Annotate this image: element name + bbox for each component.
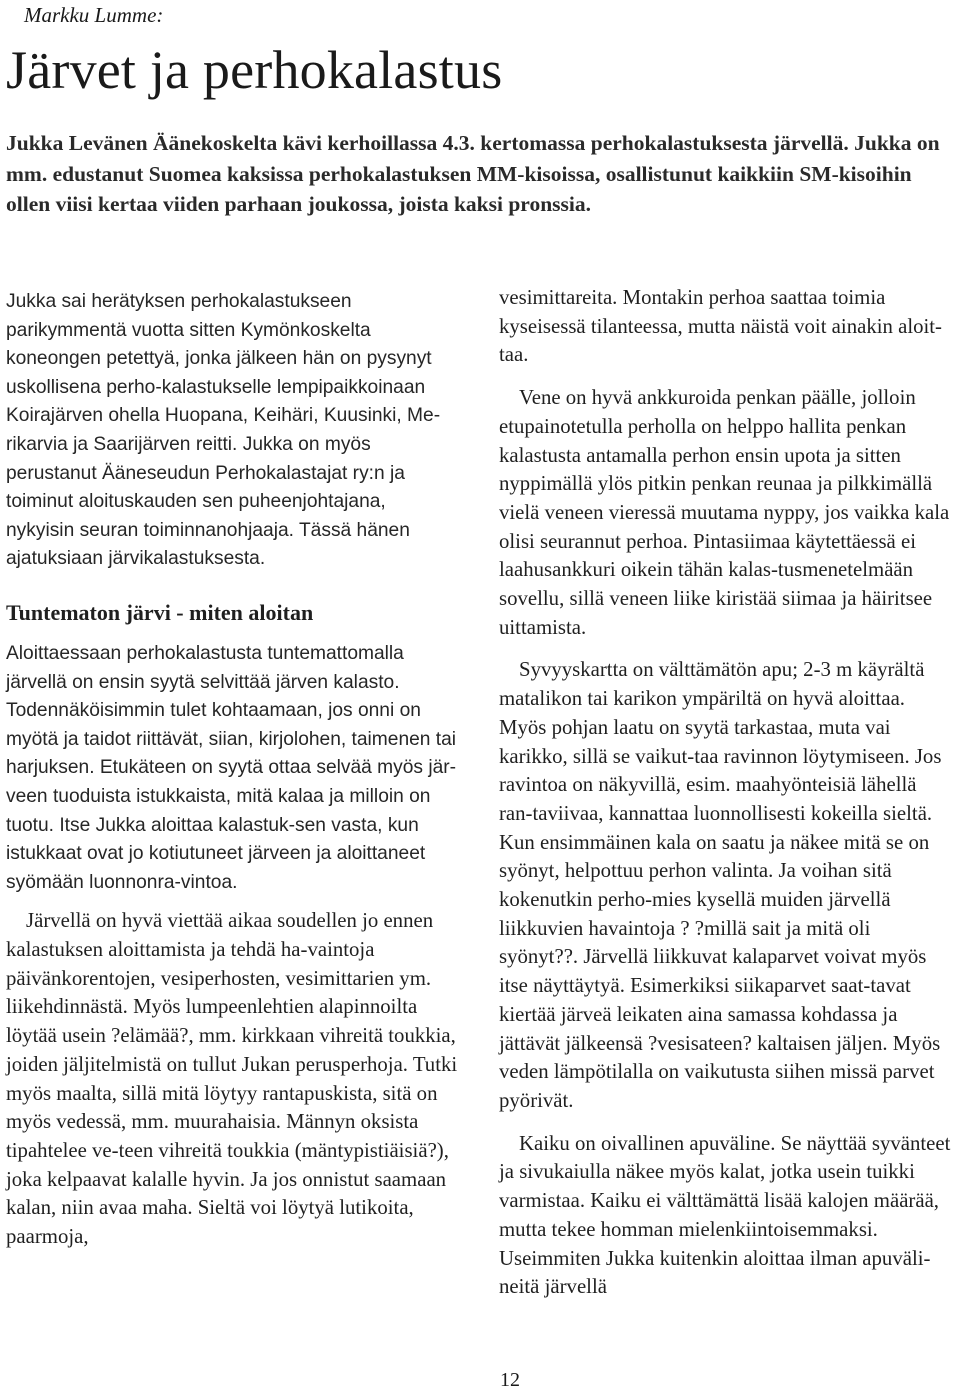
article-title: Järvet ja perhokalastus <box>6 40 503 100</box>
body-paragraph: Syvyyskartta on välttämätön apu; 2-3 m käyrältä matalikon tai karikon ympäriltä on hyvä aloittaa. Myös pohjan laatu on syytä tarkastaa, muta vai karikko, sillä se vaikut-taa ravinnon löytymiseen. Jos ravintoa on näkyvillä, esim. maahyönteisiä lähellä ran-taviivaa, kannattaa luonnollisesti kokeilla sieltä. Kun ensimmäinen kala on saatu ja näkee mitä se on syönyt, helpottuu perhon valinta. Ja voihan sitä kokenutkin perho-mies kysellä muiden järvellä liikkuvien havaintoja ? ?millä sait ja mitä oli syönyt??. Järvellä liikkuvat kalaparvet voivat myös itse näyttäytyä. Esimerkiksi siikaparvet saat-tavat kiertää järveä leikaten aina samassa kohdassa ja jättävät jälkeensä ?vesisateen? kaltaisen jäljen. Myös veden lämpötilalla on vaikutusta siihen missä parvet pyörivät. <box>499 658 942 1112</box>
lead-paragraph: Jukka Levänen Äänekoskelta kävi kerhoillassa 4.3. kertomassa perhokalastuksesta järvellä. Jukka on mm. edustanut Suomea kaksissa perhokalastuksen MM-kisoissa, osallistunut kaikkiin SM-kisoihin ollen viisi kertaa viiden parhaan joukossa, joista kaksi pronssia. <box>6 131 940 216</box>
body-paragraph: Vene on hyvä ankkuroida penkan päälle, jolloin etupainotetulla perholla on helppo hallita penkan kalastusta antamalla perhon ensin upota ja sitten nyppimällä ylös pitkin penkan reunaa ja pilkkimällä vielä veneen vieressä muutama nyppy, jos vaikka kala olisi seurannut perhoa. Pintasiimaa käytettäessä ei laahusankkuri oikein tähän kalas-tusmenetelmään sovellu, sillä veneen liike kiristää siimaa ja häiritsee uittamista. <box>499 386 950 639</box>
body-paragraph: Järvellä on hyvä viettää aikaa soudellen jo ennen kalastuksen aloittamista ja tehdä ha-vaintoja päivänkorentojen, vesiperhosten, vesimittarien ym. liikehdinnästä. Myös lumpeenlehtien alapinnoilta löytää usein ?elämää?, mm. kirkkaan vihreitä toukkia, joiden jäljitelmistä on tullut Jukan perusperhoja. Tutki myös maalta, sillä mitä löytyy rantapuskista, sitä on myös vedessä, mm. muurahaisia. Männyn oksista tipahtelee ve-teen vihreitä toukkia (mäntypistiäisiä?), joka kelpaavat kalalle hyvin. Ja jos onnistut saamaan kalan, niin avaa maha. Sieltä voi löytyä lutikoita, paarmoja, <box>6 909 458 1249</box>
intro-paragraph: Jukka sai herätyksen perhokalastukseen parikymmentä vuotta sitten Kymönkoskelta koneongen petettyä, jonka jälkeen hän on pysynyt uskollisena perho-kalastukselle lempipaikkoinaan Koirajärven ohella Huopana, Keihäri, Kuusinki, Me-rikarvia ja Saarijärven reitti. Jukka on myös perustanut Ääneseudun Perhokalastajat ry:n ja toiminut aloituskauden sen puheenjohtajana, nykyisin seuran toiminnanohjaaja. Tässä hänen ajatuksiaan järvikalastuksesta. <box>6 291 441 570</box>
right-column <box>499 284 951 1316</box>
author-byline: Markku Lumme: <box>24 3 164 27</box>
page-number: 12 <box>500 1369 520 1391</box>
left-column <box>6 288 458 1266</box>
section-heading: Tuntematon järvi - miten aloitan <box>6 599 314 625</box>
body-paragraph: Aloittaessaan perhokalastusta tuntemattomalla järvellä on ensin syytä selvittää järven kalasto. Todennäköisimmin tulet kohtaamaan, jos onni on myötä ja taidot riittävät, siian, kirjolohen, taimenen tai harjuksen. Etukäteen on syytä ottaa selvää myös jär-veen tuoduista istukkaista, mitä kalaa ja milloin on tuotu. Itse Jukka aloittaa kalastuk-sen vasta, kun istukkaat ovat jo kotiutuneet järveen ja aloittaneet syömään luonnonra-vintoa. <box>6 642 457 893</box>
body-paragraph: vesimittareita. Montakin perhoa saattaa toimia kyseisessä tilanteessa, mutta näistä voit ainakin aloit-taa. <box>499 286 942 367</box>
body-paragraph: Kaiku on oivallinen apuväline. Se näyttää syvänteet ja sivukaiulla näkee myös kalat, jotka usein tuikki varmistaa. Kaiku ei välttämättä lisää kalojen määrää, mutta tekee homman mielenkiintoisemmaksi. Useimmiten Jukka kuitenkin aloittaa ilman apuväli-neitä järvellä <box>499 1131 951 1299</box>
